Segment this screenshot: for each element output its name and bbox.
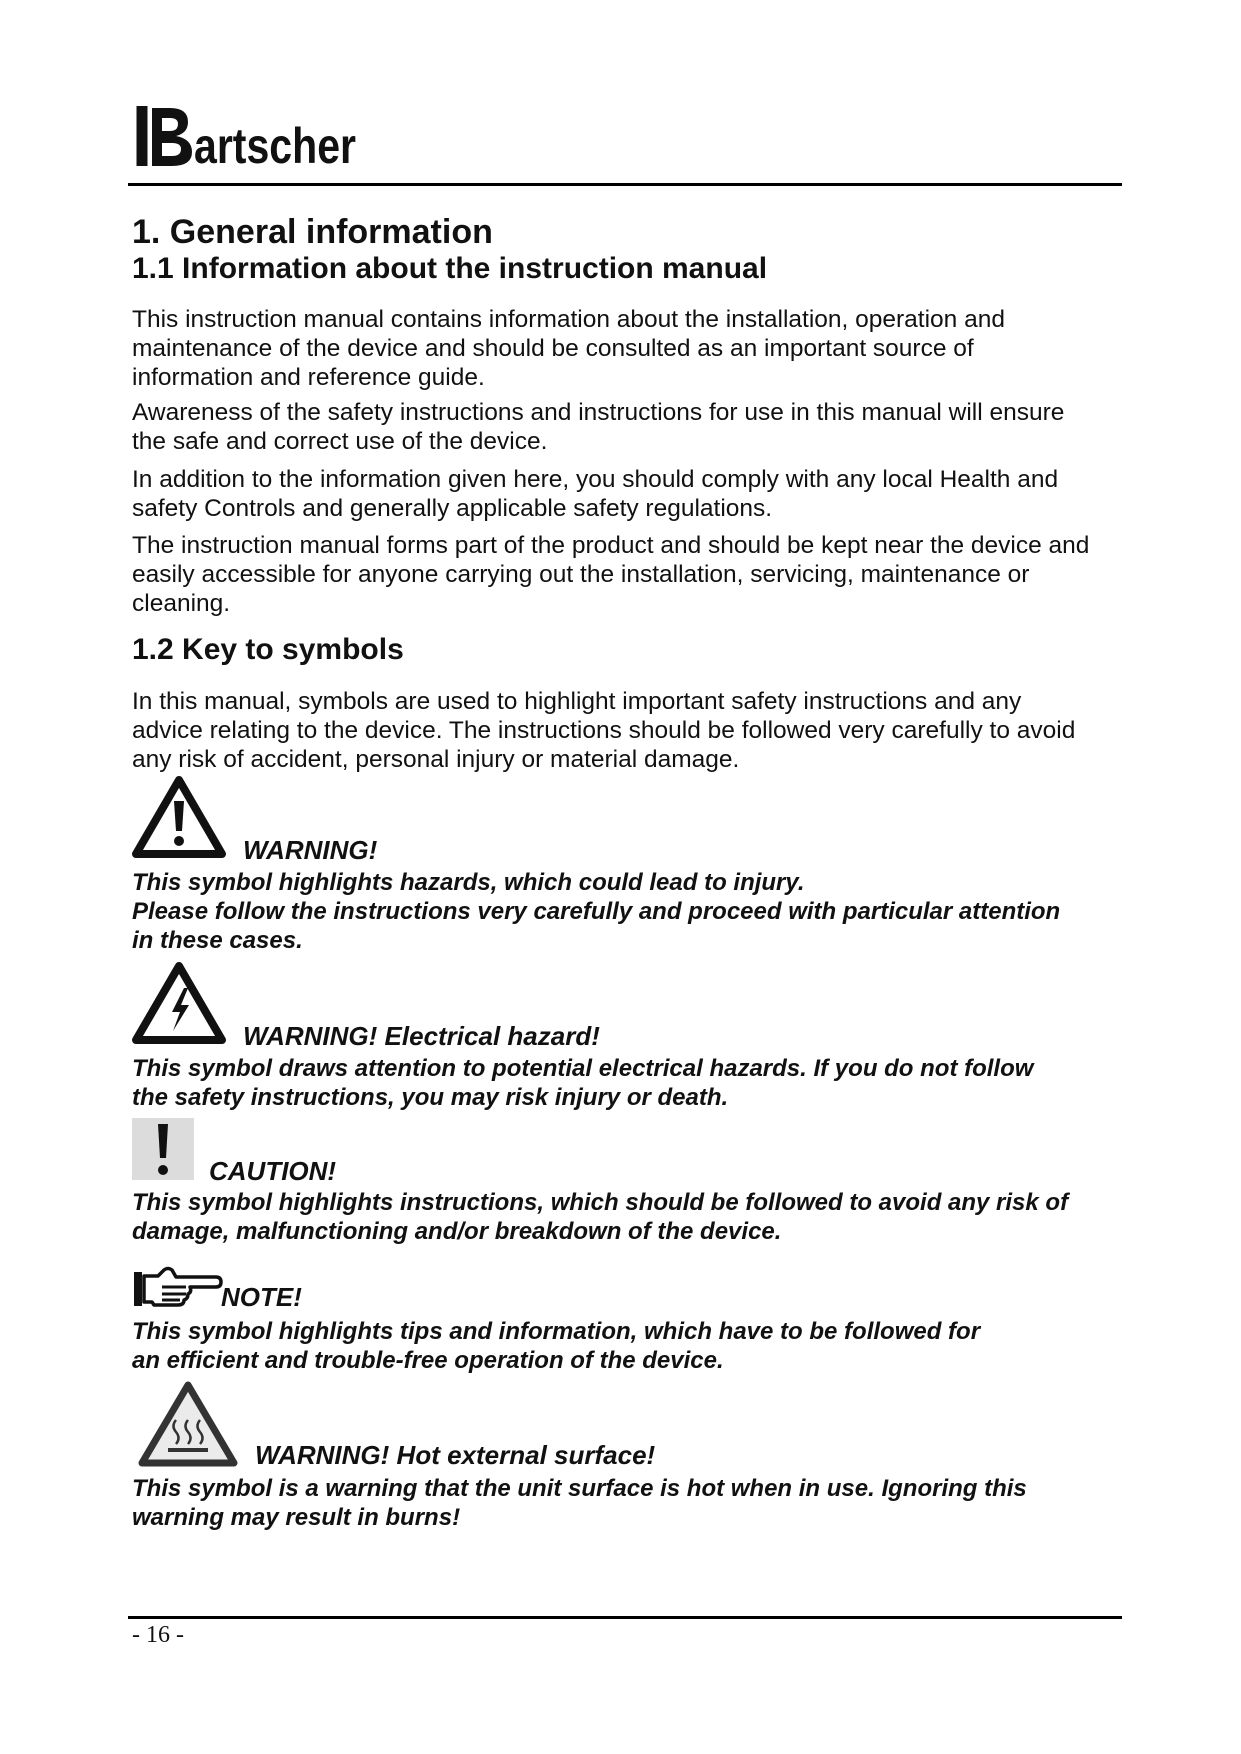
symbol-title-note: NOTE!	[221, 1282, 302, 1312]
paragraph: In addition to the information given here, you should comply with any local Health and safety Controls and generally applicable safety regulations.	[132, 466, 1059, 522]
logo-text: artscher	[194, 118, 356, 174]
intro-paragraph: In this manual, symbols are used to highlight important safety instructions and any advice relating to the device. The instructions should be followed very carefully to avoid any risk of accident, personal injury or material damage.	[132, 688, 1076, 773]
hot-surface-icon	[138, 1380, 238, 1468]
symbol-title-electrical: WARNING! Electrical hazard!	[243, 1021, 600, 1051]
caution-exclamation-icon	[132, 1118, 194, 1180]
footer-rule	[128, 1616, 1122, 1619]
section-1-1-title: 1.1 Information about the instruction manual	[132, 252, 768, 285]
brand-logo	[132, 100, 362, 172]
symbol-description-caution: This symbol highlights instructions, which should be followed to avoid any risk of damage, malfunctioning and/or breakdown of the device.	[132, 1189, 1069, 1245]
logo-b-mark	[142, 106, 192, 166]
symbol-description-warning: This symbol highlights hazards, which could lead to injury. Please follow the instructions very carefully and proceed with particular attention in these cases.	[132, 869, 1061, 954]
warning-triangle-icon	[132, 775, 226, 859]
paragraph: This instruction manual contains information about the installation, operation and maintenance of the device and should be consulted as an important source of information and reference guide.	[132, 306, 1005, 391]
paragraph: The instruction manual forms part of the product and should be kept near the device and easily accessible for anyone carrying out the installation, servicing, maintenance or cleaning.	[132, 532, 1090, 617]
symbol-title-hot-surface: WARNING! Hot external surface!	[255, 1440, 656, 1470]
paragraph: Awareness of the safety instructions and instructions for use in this manual will ensure the safe and correct use of the device.	[132, 399, 1065, 455]
section-1-2-title: 1.2 Key to symbols	[132, 633, 404, 666]
header-rule	[128, 183, 1122, 186]
symbol-title-caution: CAUTION!	[209, 1156, 337, 1186]
pointing-hand-icon	[132, 1265, 222, 1311]
page-title: 1. General information	[132, 213, 493, 251]
symbol-description-hot-surface: This symbol is a warning that the unit surface is hot when in use. Ignoring this warning may result in burns!	[132, 1475, 1027, 1531]
symbol-description-note: This symbol highlights tips and information, which have to be followed for an efficient and trouble-free operation of the device.	[132, 1318, 981, 1374]
symbol-description-electrical: This symbol draws attention to potential electrical hazards. If you do not follow the safety instructions, you may risk injury or death.	[132, 1055, 1034, 1111]
symbol-title-warning: WARNING!	[243, 835, 378, 865]
page-number: - 16 -	[132, 1622, 184, 1648]
electrical-hazard-icon	[132, 961, 226, 1045]
